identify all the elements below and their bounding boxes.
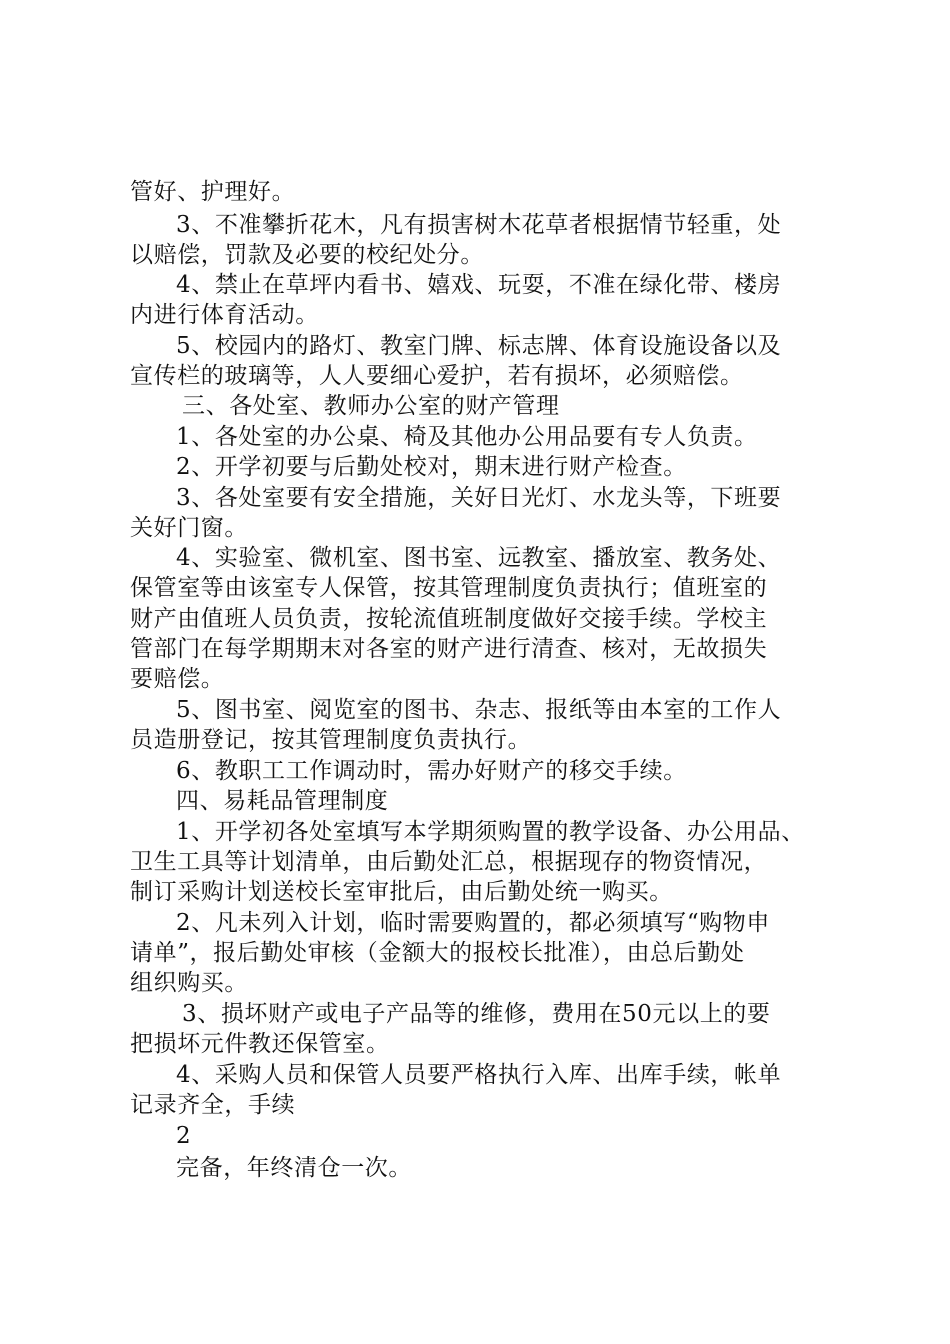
text-line: 记录齐全，手续 [130,1092,296,1118]
text-line: 完备，年终清仓一次。 [176,1155,412,1181]
text-line: 要赔偿。 [130,666,225,692]
text-line: 请单”，报后勤处审核（金额大的报校长批准），由总后勤处 [130,940,745,966]
text-line: 组织购买。 [130,970,248,996]
text-line: 员造册登记，按其管理制度负责执行。 [130,727,532,753]
page-number: 2 [176,1123,192,1149]
text-line: 财产由值班人员负责，按轮流值班制度做好交接手续。学校主 [130,606,768,632]
section-heading: 三、各处室、教师办公室的财产管理 [182,393,560,419]
text-line: 卫生工具等计划清单，由后勤处汇总，根据现存的物资情况， [130,849,768,875]
text-line: 5、图书室、阅览室的图书、杂志、报纸等由本室的工作人 [176,697,782,723]
text-line: 制订采购计划送校长室审批后，由后勤处统一购买。 [130,879,673,905]
section-heading: 四、易耗品管理制度 [176,788,389,814]
text-line: 5、校园内的路灯、教室门牌、标志牌、体育设施设备以及 [176,333,782,359]
text-line: 4、禁止在草坪内看书、嬉戏、玩耍，不准在绿化带、楼房 [176,272,782,298]
text-line: 把损坏元件教还保管室。 [130,1031,390,1057]
text-line: 3、各处室要有安全措施，关好日光灯、水龙头等，下班要 [176,485,782,511]
text-line: 保管室等由该室专人保管，按其管理制度负责执行；值班室的 [130,575,768,601]
text-line: 管好、护理好。 [130,179,296,205]
text-line: 3、损坏财产或电子产品等的维修，费用在50元以上的要 [182,1001,771,1027]
text-line: 1、开学初各处室填写本学期须购置的教学设备、办公用品、 [176,819,805,845]
text-line: 管部门在每学期期末对各室的财产进行清查、核对，无故损失 [130,636,768,662]
text-line: 内进行体育活动。 [130,302,319,328]
text-line: 6、教职工工作调动时，需办好财产的移交手续。 [176,758,687,784]
text-line: 1、各处室的办公桌、椅及其他办公用品要有专人负责。 [176,424,758,450]
text-line: 宣传栏的玻璃等，人人要细心爱护，若有损坏，必须赔偿。 [130,363,744,389]
text-line: 4、采购人员和保管人员要严格执行入库、出库手续，帐单 [176,1062,782,1088]
text-line: 2、开学初要与后勤处校对，期末进行财产检查。 [176,454,687,480]
text-line: 3、不准攀折花木，凡有损害树木花草者根据情节轻重，处 [176,212,782,238]
text-line: 以赔偿，罚款及必要的校纪处分。 [130,242,484,268]
text-line: 4、实验室、微机室、图书室、远教室、播放室、教务处、 [176,545,782,571]
text-line: 关好门窗。 [130,515,248,541]
text-line: 2、凡未列入计划，临时需要购置的，都必须填写“购物申 [176,910,770,936]
